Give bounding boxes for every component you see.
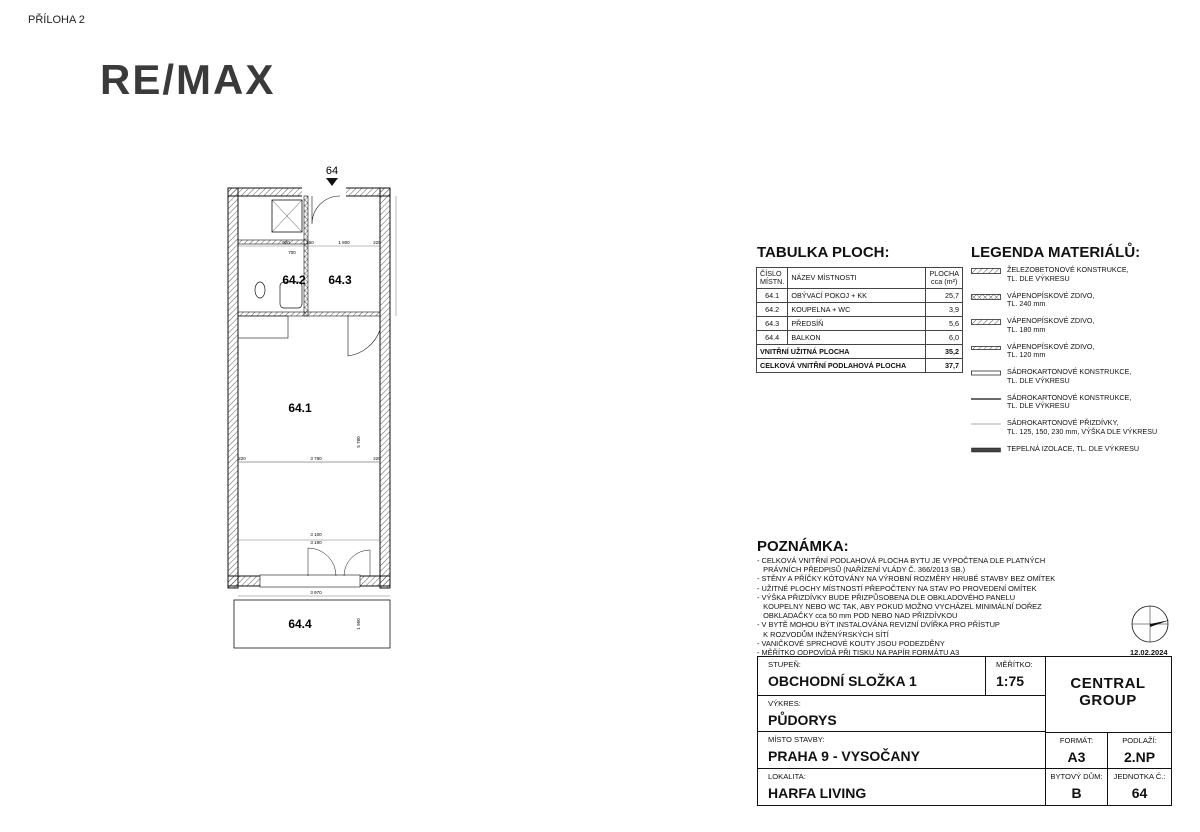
legend-line1: SÁDROKARTONOVÉ KONSTRUKCE, [1007, 367, 1132, 376]
drawing-value: PŮDORYS [768, 712, 837, 728]
bathroom-wall [238, 240, 308, 244]
house-value: B [1071, 785, 1082, 801]
legend-line2: TL. DLE VÝKRESU [1007, 401, 1070, 411]
total-area-label: CELKOVÁ VNITŘNÍ PODLAHOVÁ PLOCHA [757, 358, 926, 372]
legend-line1: ŽELEZOBETONOVÉ KONSTRUKCE, [1007, 265, 1129, 274]
legend-line2: TL. 120 mm [1007, 350, 1046, 360]
row-number: 64.1 [757, 288, 788, 302]
header-area [926, 268, 963, 289]
scale-cell [986, 657, 1046, 696]
table-header-row [757, 268, 963, 289]
place-cell [758, 732, 1046, 769]
legend-title: LEGENDA MATERIÁLŮ: [971, 244, 1141, 261]
brand-line1: CENTRAL [1070, 675, 1146, 692]
header-number: ČÍSLO MÍSTN. [757, 268, 788, 289]
attachment-label: PŘÍLOHA 2 [28, 14, 85, 26]
drawing-date: 12.02.2024 [1130, 648, 1168, 657]
table-row [757, 330, 963, 344]
house-cell [1046, 769, 1108, 805]
note-line: K ROZVODŮM INŽENÝRSKÝCH SÍTÍ [757, 629, 889, 639]
note-line: - VANIČKOVÉ SPRCHOVÉ KOUTY JSOU PODEZDĚNY [757, 638, 945, 648]
entry-door [312, 196, 340, 224]
header-area-unit: cca (m²) [931, 276, 958, 286]
title-block [757, 656, 1172, 806]
legend-item [971, 343, 1186, 369]
floor-plan [220, 160, 420, 660]
row-name: PŘEDSÍŇ [788, 316, 926, 330]
thin-line-icon [971, 421, 1001, 427]
inner-area-label: VNITŘNÍ UŽITNÁ PLOCHA [757, 344, 926, 358]
row-area: 25,7 [926, 288, 963, 302]
row-area: 6,0 [926, 330, 963, 344]
row-number: 64.3 [757, 316, 788, 330]
table-row [757, 302, 963, 316]
dim-text: 150 [306, 240, 314, 245]
legend-item [971, 394, 1186, 420]
note-list [757, 556, 1097, 657]
legend-line2: TL. 240 mm [1007, 299, 1046, 309]
dim-text: 3 100 [310, 532, 322, 537]
note-title: POZNÁMKA: [757, 538, 849, 555]
diag-hatch-thin-icon [971, 345, 1001, 351]
legend-item [971, 317, 1186, 343]
note-line: PRÁVNÍCH PŘEDPISŮ (NAŘÍZENÍ VLÁDY Č. 366/2013 SB.) [757, 565, 966, 575]
areas-table [756, 267, 963, 373]
remax-logo: RE/MAX [100, 56, 276, 103]
balcony [234, 600, 390, 648]
legend-line1: TEPELNÁ IZOLACE, TL. DLE VÝKRESU [1007, 443, 1140, 453]
unit-arrow-icon [326, 178, 338, 186]
legend-item [971, 419, 1186, 445]
place-value: PRAHA 9 - VYSOČANY [768, 748, 920, 764]
stage-label: STUPEŇ: [768, 660, 801, 669]
room-64-1: 64.1 [288, 401, 312, 415]
room-64-3: 64.3 [328, 273, 352, 287]
note-line: - V BYTĚ MOHOU BÝT INSTALOVÁNA REVIZNÍ DVÍŘKA PRO PŘÍSTUP [757, 620, 1000, 630]
note-line: - UŽITNÉ PLOCHY MÍSTNOSTÍ PŘEPOČTENY NA STAV PO PROVEDENÍ OMÍTEK [757, 583, 1037, 593]
dim-text: 920 [282, 240, 290, 245]
dim-text: 220 [238, 456, 246, 461]
floor-value: 2.NP [1123, 749, 1156, 765]
note-line: - VÝŠKA PŘIZDÍVKY BUDE PŘIZPŮSOBENA DLE OBKLADOVÉHO PANELU [757, 592, 1016, 602]
unit-label: JEDNOTKA Č.: [1113, 772, 1166, 781]
inner-area-value: 35,2 [926, 344, 963, 358]
legend-line2: TL. 125, 150, 230 mm, VÝŠKA DLE VÝKRESU [1007, 426, 1158, 436]
row-name: OBÝVACÍ POKOJ + KK [788, 288, 926, 302]
legend-item [971, 445, 1186, 471]
locality-label: LOKALITA: [768, 772, 806, 781]
scale-label: MĚŘÍTKO: [996, 660, 1033, 669]
inner-area-row [757, 344, 963, 358]
dim-text: 5 780 [356, 436, 361, 448]
brand-line2: GROUP [1079, 692, 1137, 709]
legend-item [971, 368, 1186, 394]
dim-text: 1 950 [356, 618, 361, 630]
table-row [757, 316, 963, 330]
legend-line1: VÁPENOPÍSKOVÉ ZDIVO, [1007, 290, 1095, 300]
unit-marker: 64 [325, 165, 339, 177]
locality-cell [758, 769, 1046, 805]
room-door [348, 316, 380, 356]
locality-value: HARFA LIVING [768, 785, 867, 801]
dim-text: 3 780 [310, 456, 322, 461]
note-line: OBKLADAČKY cca 50 mm POD NEBO NAD PŘIZDÍVKOU [757, 611, 958, 621]
legend-line1: SÁDROKARTONOVÉ PŘIZDÍVKY, [1007, 418, 1119, 427]
drawing-cell [758, 696, 1046, 732]
wall-right [380, 188, 390, 588]
kitchen-counter [238, 316, 288, 338]
central-group-logo [1048, 675, 1168, 709]
house-label: BYTOVÝ DŮM: [1050, 772, 1103, 781]
areas-table-title: TABULKA PLOCH: [757, 244, 890, 261]
dim-text: 3 970 [310, 590, 322, 595]
insulation-icon [971, 447, 1001, 453]
note-line: KOUPELNY NEBO WC TAK, ABY POKUD MOŽNO VYCHÁZEL MINIMÁLNÍ DOŘEZ [757, 602, 1042, 612]
toilet [255, 282, 265, 298]
row-number: 64.2 [757, 302, 788, 316]
format-label: FORMÁT: [1059, 736, 1094, 745]
note-line: - STĚNY A PŘÍČKY KÓTOVÁNY NA VÝROBNÍ ROZMĚRY HRUBÉ STAVBY BEZ OMÍTEK [757, 574, 1056, 584]
wall-left [228, 188, 238, 588]
dim-text: 1 800 [338, 240, 350, 245]
bathroom-side-wall [304, 196, 308, 316]
row-area: 3,9 [926, 302, 963, 316]
total-area-row [757, 358, 963, 372]
scale-value: 1:75 [996, 673, 1025, 689]
row-number: 64.4 [757, 330, 788, 344]
place-label: MÍSTO STAVBY: [768, 735, 825, 744]
materials-legend [971, 266, 1186, 470]
legend-line2: TL. DLE VÝKRESU [1007, 273, 1070, 283]
note-line: - CELKOVÁ VNITŘNÍ PODLAHOVÁ PLOCHA BYTU JE VYPOČTENA DLE PLATNÝCH [757, 556, 1046, 565]
unit-cell [1108, 769, 1171, 805]
diag-hatch-icon [971, 319, 1001, 325]
single-line-icon [971, 396, 1001, 402]
legend-line1: VÁPENOPÍSKOVÉ ZDIVO, [1007, 341, 1095, 351]
legend-line2: TL. 180 mm [1007, 324, 1046, 334]
floor-label: PODLAŽÍ: [1122, 736, 1157, 745]
row-name: KOUPELNA + WC [788, 302, 926, 316]
hall-wall [238, 312, 380, 316]
header-area-label: PLOCHA [929, 269, 959, 278]
total-area-value: 37,7 [926, 358, 963, 372]
diag-hatch-icon [971, 268, 1001, 274]
double-line-icon [971, 370, 1001, 376]
room-64-2: 64.2 [282, 273, 306, 287]
stage-value: OBCHODNÍ SLOŽKA 1 [768, 673, 917, 689]
table-row [757, 288, 963, 302]
dim-text: 3 190 [310, 540, 322, 545]
row-name: BALKON [788, 330, 926, 344]
north-arrow-icon [1126, 602, 1174, 646]
header-name: NÁZEV MÍSTNOSTI [788, 268, 926, 289]
row-area: 5,6 [926, 316, 963, 330]
balcony-door [308, 548, 336, 576]
room-64-4: 64.4 [288, 617, 312, 631]
dim-text: 220 [373, 456, 381, 461]
legend-item [971, 292, 1186, 318]
legend-line2: TL. DLE VÝKRESU [1007, 375, 1070, 385]
dim-text: 220 [373, 240, 381, 245]
format-value: A3 [1067, 749, 1086, 765]
wall-top-gap [302, 187, 346, 197]
format-cell [1046, 732, 1108, 769]
drawing-label: VÝKRES: [768, 699, 801, 708]
legend-line1: SÁDROKARTONOVÉ KONSTRUKCE, [1007, 392, 1132, 402]
cross-hatch-icon [971, 294, 1001, 300]
stage-cell [758, 657, 986, 696]
legend-item [971, 266, 1186, 292]
floor-cell [1108, 732, 1171, 769]
legend-line1: VÁPENOPÍSKOVÉ ZDIVO, [1007, 316, 1095, 325]
unit-value: 64 [1131, 785, 1148, 801]
note-line: - MĚŘÍTKO ODPOVÍDÁ PŘI TISKU NA PAPÍR FORMÁTU A3 [757, 648, 960, 658]
dim-text: 700 [288, 250, 296, 255]
